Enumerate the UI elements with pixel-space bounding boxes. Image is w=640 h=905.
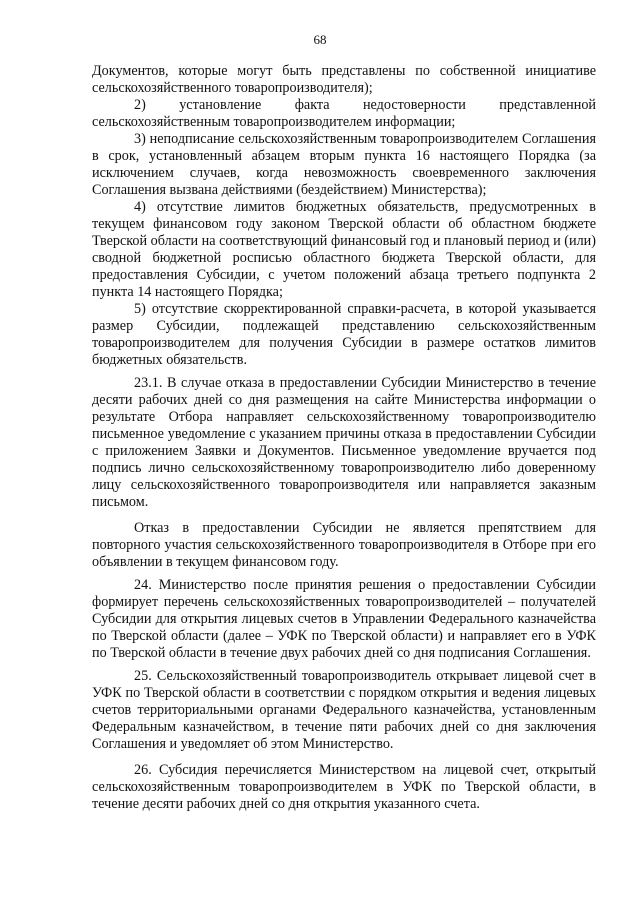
paragraph-item-2: 2) установление факта недостоверности представленной сельскохозяйственным товаропроизводителем информации;	[92, 97, 596, 130]
paragraph-23-1: 23.1. В случае отказа в предоставлении Субсидии Министерство в течение десяти рабочих дней со дня размещения на сайте Министерства информации о результате Отбора направляет сельскохозяйственному товаропроизводителю письменное уведомление с указанием причины отказа в предоставлении Субсидии с приложением Заявки и Документов. Письменное уведомление вручается под подпись лично сельскохозяйственному товаропроизводителю либо доверенному лицу сельскохозяйственного товаропроизводителя или направляется заказным письмом.	[92, 375, 596, 510]
paragraph-25: 25. Сельскохозяйственный товаропроизводитель открывает лицевой счет в УФК по Тверской области в соответствии с порядком открытия и ведения лицевых счетов территориальными органами Федерального казначейства, установленным Федеральным казначейством, в течение пяти рабочих дней со дня заключения Соглашения и уведомляет об этом Министерство.	[92, 668, 596, 752]
paragraph-item-3: 3) неподписание сельскохозяйственным товаропроизводителем Соглашения в срок, установленный абзацем вторым пункта 16 настоящего Порядка (за исключением случаев, когда невозможность своевременного заключения Соглашения вызвана действиями (бездействием) Министерства);	[92, 131, 596, 198]
paragraph-24: 24. Министерство после принятия решения о предоставлении Субсидии формирует перечень сельскохозяйственных товаропроизводителей – получателей Субсидии для открытия лицевых счетов в Управлении Федерального казначейства по Тверской области (далее – УФК по Тверской области) и направляет его в УФК по Тверской области в течение двух рабочих дней со дня подписания Соглашения.	[92, 577, 596, 661]
document-body	[92, 63, 596, 813]
paragraph-continuation: Документов, которые могут быть представлены по собственной инициативе сельскохозяйственного товаропроизводителя);	[92, 63, 596, 96]
page-number: 68	[313, 32, 327, 47]
paragraph-item-4: 4) отсутствие лимитов бюджетных обязательств, предусмотренных в текущем финансовом году законом Тверской области об областном бюджете Тверской области на соответствующий финансовый год и плановый период и (или) сводной бюджетной росписью областного бюджета Тверской области, для предоставления Субсидии, с учетом положений абзаца третьего подпункта 2 пункта 14 настоящего Порядка;	[92, 199, 596, 300]
paragraph-26: 26. Субсидия перечисляется Министерством на лицевой счет, открытый сельскохозяйственным товаропроизводителем в УФК по Тверской области, в течение десяти рабочих дней со дня открытия указанного счета.	[92, 762, 596, 812]
paragraph-refusal-note: Отказ в предоставлении Субсидии не является препятствием для повторного участия сельскохозяйственного товаропроизводителя в Отборе при его объявлении в текущем финансовом году.	[92, 520, 596, 570]
paragraph-item-5: 5) отсутствие скорректированной справки-расчета, в которой указывается размер Субсидии, подлежащей представлению сельскохозяйственным товаропроизводителем для получения Субсидии в размере остатков лимитов бюджетных обязательств.	[92, 301, 596, 368]
